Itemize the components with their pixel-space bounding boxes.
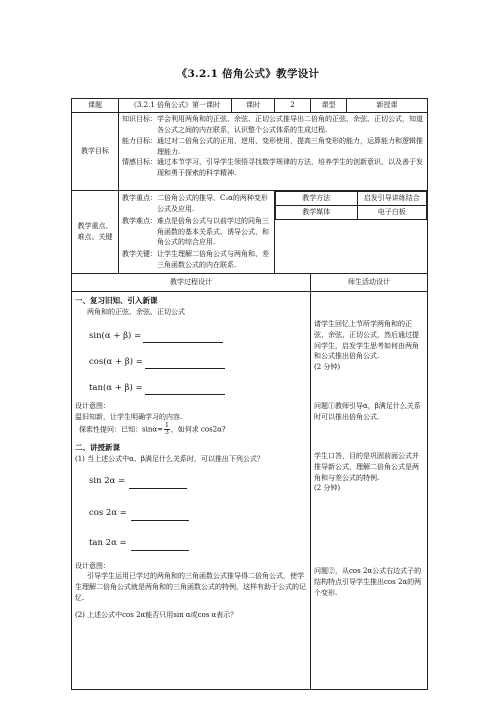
knowledge-goal: 学会利用两角和的正弦、余弦、正切公式推导出二倍角的正弦、余弦、正切公式，知道各公式之间的内在联系，认识整个公式体系的生成过程. [157, 115, 423, 134]
media-label: 教学媒体 [276, 205, 358, 219]
keypoints-content [119, 191, 275, 274]
formula-cos-double [89, 499, 307, 521]
focus-key: 教学重点： [122, 194, 157, 202]
hours-value: 2 [275, 99, 311, 113]
emotion-goal: 通过本节学习，引导学生领悟寻找数学规律的方法，培养学生的创新意识，以及善于发现和勇于探索的科学精神. [157, 158, 423, 178]
formula-sin-sum [89, 321, 307, 343]
topic-label: 课题 [72, 99, 119, 113]
formula-blank [145, 384, 225, 395]
activity-4: 问题②，从cos 2α公式右边式子的结构特点引导学生推出cos 2α的两个变形. [314, 567, 422, 597]
ability-goal-key: 能力目标： [122, 136, 157, 145]
formula-tan-double [89, 529, 307, 551]
section-1-intro: 两角和的正弦、余弦、正切公式 [87, 307, 185, 316]
formula-blank [145, 358, 225, 369]
section-2-design: 引导学生运用已学过的两角和的三角函数公式推导得二倍角公式，使学生理解二倍角公式就是两角和的三角函数公式的特例，这样有助于公式的记忆. [75, 572, 306, 603]
formula-sin-double [89, 467, 307, 489]
method-label: 教学方法 [276, 192, 358, 206]
activity-body [311, 291, 428, 689]
key-key: 教学关键： [122, 250, 157, 259]
formula-tan-sum-text: tan(α + β) = [89, 383, 143, 394]
difficulty-text: 难点是倍角公式与以前学过的同角三角函数的基本关系式、诱导公式、和角公式的综合应用. [157, 216, 269, 247]
fraction-denominator: 3 [164, 429, 169, 437]
process-body [72, 291, 311, 689]
knowledge-goal-key: 知识目标： [122, 115, 157, 123]
method-media-table [275, 191, 427, 220]
activity-header: 师生活动设计 [311, 273, 428, 291]
fraction [164, 423, 170, 436]
formula-tan-sum [89, 373, 307, 395]
media-value: 电子白板 [357, 205, 426, 219]
fraction-numerator: 1 [164, 422, 169, 430]
question-prefix: 探索性提问：已知：sinα= [79, 425, 163, 434]
type-value: 新授课 [347, 99, 428, 113]
section-2-question-1: (1) 当上述公式中α、β满足什么关系时，可以推出下列公式？ [75, 454, 264, 463]
ability-goal: 通过对二倍角公式的正用、逆用、变形使用，提高三角变形的能力，运算能力和逻辑推理能力. [157, 136, 423, 156]
section-2-title: 二、讲授新课 [75, 443, 120, 453]
section-1-question [79, 423, 307, 436]
formula-sin-sum-text: sin(α + β) = [89, 331, 142, 342]
section-1-design: 温旧知新，让学生明确学习的内容. [75, 413, 183, 422]
formula-cos-double-text: cos 2α = [89, 508, 127, 519]
type-label: 课型 [311, 99, 347, 113]
formula-blank [131, 540, 189, 551]
difficulty-key: 教学难点： [122, 216, 157, 225]
formula-tan-double-text: tan 2α = [89, 538, 127, 549]
activity-3: 学生口答，目的是巩固前面公式并推导新公式，理解二倍角公式是两角和与差公式的特例. [314, 451, 419, 482]
emotion-goal-key: 情感目标： [122, 158, 157, 167]
focus-text: 二倍角公式的推导、C₂α的两种变形公式及应用. [157, 194, 268, 213]
activity-2: 问题①教师引导α，β满足什么关系时可以推出倍角公式. [314, 402, 421, 421]
question-suffix: ，如何求 cos2α? [170, 425, 226, 434]
formula-blank [131, 510, 189, 521]
keypoints-label: 教学重点、难点、关键 [72, 191, 119, 274]
process-header: 教学过程设计 [72, 273, 311, 291]
goals-label: 教学目标 [72, 113, 119, 191]
activity-1-time: (2 分钟) [314, 363, 341, 372]
section-1-title: 一、复习旧知、引入新课 [75, 295, 158, 305]
topic-value: 《3.2.1 倍角公式》第一课时 [119, 99, 232, 113]
formula-blank [129, 478, 187, 489]
activity-3-time: (2 分钟) [314, 484, 341, 493]
key-text: 让学生理解二倍角公式与两角和、差三角函数公式的内在联系. [157, 250, 269, 270]
formula-sin-double-text: sin 2α = [89, 476, 126, 487]
hours-label: 课时 [232, 99, 275, 113]
lesson-plan-table [71, 98, 428, 690]
section-2-design-label: 设计意图： [75, 561, 110, 570]
activity-1: 请学生回忆上节所学两角和的正弦、余弦、正切公式，然后通过提问学生，启发学生思考如何由两角和公式推出倍角公式. [314, 319, 419, 361]
goals-content [119, 113, 428, 191]
method-media-cell [275, 191, 428, 274]
document-title: 《3.2.1 倍角公式》教学设计 [176, 68, 320, 80]
formula-cos-sum-text: cos(α + β) = [89, 357, 143, 368]
method-value: 启发引导讲练结合 [357, 192, 426, 206]
formula-blank [143, 332, 223, 343]
section-2-question-2: (2) 上述公式中cos 2α能否只用sin α或cos α表示？ [75, 610, 238, 619]
formula-cos-sum [89, 347, 307, 369]
section-1-design-label: 设计意图： [75, 402, 110, 411]
